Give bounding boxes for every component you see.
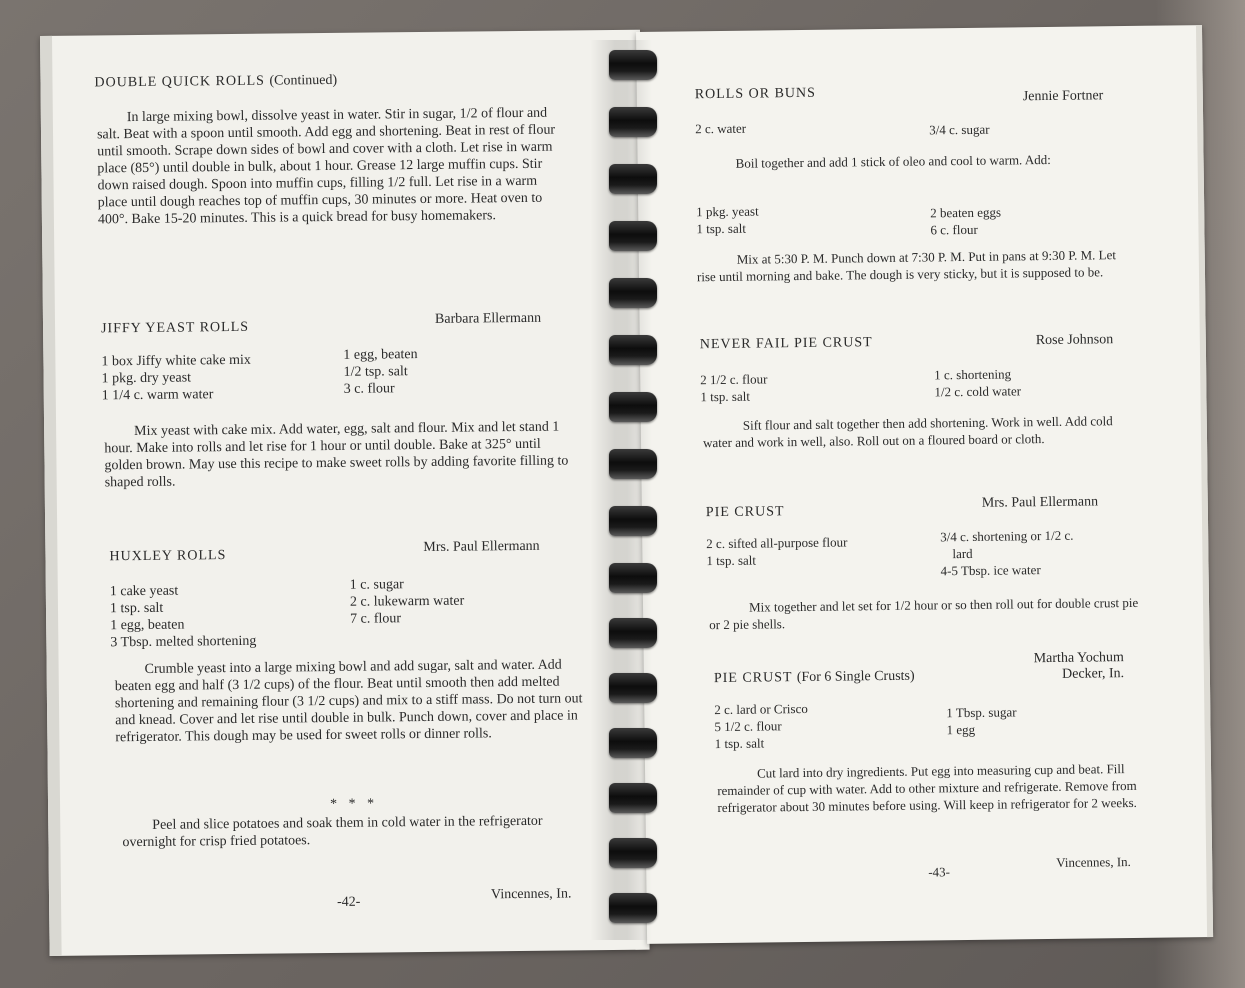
recipe-body-pie-crust: Mix together and let set for 1/2 hour or so then roll out for double crust pie or 2 pie shells.: [709, 594, 1139, 633]
recipe-body-jiffy: Mix yeast with cake mix. Add water, egg, salt and flour. Mix and let stand 1 hour. Make into rolls and let rise for 1 hour or until double. Bake at 325° until golden brown. May use this recipe to make sweet rolls by adding favorite filling to shaped rolls.: [104, 419, 569, 491]
binding-coil: [609, 335, 657, 365]
recipe-body-never-fail: Sift flour and salt together then add shortening. Work in well. Add cold water and work in well, also. Roll out on a floured board or cloth.: [702, 413, 1113, 451]
ingredients-col1-never-fail: 2 1/2 c. flour 1 tsp. salt: [700, 371, 768, 405]
binding-coil: [609, 449, 657, 479]
ingredients-col1-jiffy: 1 box Jiffy white cake mix 1 pkg. dry yeast 1 1/4 c. warm water: [101, 352, 251, 404]
recipe-body2-rolls-buns: Mix at 5:30 P. M. Punch down at 7:30 P. M. Put in pans at 9:30 P. M. Let rise until morning and bake. The dough is very sticky, but it is supposed to be.: [696, 247, 1117, 285]
ingredients-col2-huxley: 1 c. sugar 2 c. lukewarm water 7 c. flour: [349, 577, 465, 627]
recipe-body-huxley: Crumble yeast into a large mixing bowl and add sugar, salt and water. Add beaten egg and half (3 1/2 cups) of the flour. Beat until smooth then add melted shortening and remaining flour (3 1/2 cups) and mix to a stiff mass. Do not turn out and knead. Cover and let rise until double in bulk. Punch down, cover and place in refrigerator. This dough may be used for sweet rolls or dinner rolls.: [114, 657, 583, 746]
binding-coil: [609, 783, 657, 813]
ingredients-col2-never-fail: 1 c. shortening 1/2 c. cold water: [934, 366, 1022, 400]
binding-coil: [609, 164, 657, 194]
binding-coil: [609, 893, 657, 923]
binding-coil: [609, 107, 657, 137]
ingredient-water: 2 c. water: [695, 120, 747, 137]
binding-coil: [609, 838, 657, 868]
ingredients-col2-jiffy: 1 egg, beaten 1/2 tsp. salt 3 c. flour: [343, 347, 418, 397]
ingredients-col2-pie-crust: 3/4 c. shortening or 1/2 c. lard 4-5 Tbsp. ice water: [940, 527, 1074, 579]
recipe-title-rolls-buns: ROLLS OR BUNS: [694, 85, 816, 103]
recipe-author-jiffy: Barbara Ellermann: [434, 310, 542, 327]
ingredients-col2-rolls-buns: 2 beaten eggs 6 c. flour: [930, 204, 1002, 238]
page-number-right: -43-: [928, 864, 951, 880]
page-location-left: Vincennes, In.: [490, 886, 572, 903]
binding-coil: [609, 563, 657, 593]
ingredients-col1-huxley: 1 cake yeast 1 tsp. salt 1 egg, beaten 3 Tbsp. melted shortening: [109, 583, 257, 651]
recipe-author-pie-crust: Mrs. Paul Ellermann: [981, 494, 1099, 511]
binding-coil: [609, 506, 657, 536]
recipe-title-pie-crust-6: PIE CRUST (For 6 Single Crusts): [713, 668, 915, 687]
ingredients-col2-pie-crust-6: 1 Tbsp. sugar 1 egg: [946, 704, 1017, 738]
recipe-body1-rolls-buns: Boil together and add 1 stick of oleo and cool to warm. Add:: [735, 151, 1051, 171]
binding-coil: [609, 618, 657, 648]
recipe-title-double-quick: DOUBLE QUICK ROLLS (Continued): [94, 72, 338, 91]
binding-coil: [609, 728, 657, 758]
binding-coil: [609, 221, 657, 251]
binding-coil: [609, 50, 657, 80]
continued-label: (Continued): [269, 72, 338, 89]
page-right: [636, 25, 1213, 944]
recipe-author-huxley: Mrs. Paul Ellermann: [423, 538, 540, 556]
binding-coil: [609, 673, 657, 703]
page-number-left: -42-: [337, 894, 361, 910]
recipe-body-pie-crust-6: Cut lard into dry ingredients. Put egg into measuring cup and beat. Fill remainder of cup with water. Add to other mixture and refrigerate. Remove from refrigerator about 30 minutes before using. Will keep in refrigerator for 2 weeks.: [717, 761, 1137, 816]
recipe-title-never-fail: NEVER FAIL PIE CRUST: [699, 335, 873, 353]
recipe-title-huxley: HUXLEY ROLLS: [109, 548, 227, 565]
recipe-author-never-fail: Rose Johnson: [1035, 332, 1114, 349]
binding-coil: [609, 278, 657, 308]
kitchen-tip: Peel and slice potatoes and soak them in cold water in the refrigerator overnight for crisp fried potatoes.: [122, 813, 543, 851]
ingredients-col1-rolls-buns: 1 pkg. yeast 1 tsp. salt: [696, 203, 759, 237]
binding-coil: [609, 392, 657, 422]
recipe-author-pie-crust-6: Martha Yochum Decker, In.: [1033, 650, 1125, 682]
recipe-author-rolls-buns: Jennie Fortner: [1022, 88, 1104, 105]
section-separator: * * *: [329, 796, 379, 813]
page-left: [40, 30, 650, 956]
page-location-right: Vincennes, In.: [1056, 854, 1131, 870]
ingredient-sugar: 3/4 c. sugar: [929, 121, 990, 138]
ingredients-col1-pie-crust: 2 c. sifted all-purpose flour 1 tsp. salt: [706, 534, 848, 569]
recipe-title-jiffy: JIFFY YEAST ROLLS: [100, 319, 250, 337]
recipe-subtitle-pie-crust-6: (For 6 Single Crusts): [796, 668, 915, 686]
ingredients-col1-pie-crust-6: 2 c. lard or Crisco 5 1/2 c. flour 1 tsp. salt: [714, 700, 808, 752]
recipe-title-pie-crust: PIE CRUST: [705, 504, 785, 521]
recipe-body-double-quick: In large mixing bowl, dissolve yeast in water. Stir in sugar, 1/2 of flour and salt. Beat with a spoon until smooth. Add egg and shortening. Beat in rest of flour until smooth. Scrape down sides of bowl and cover with a cloth. Let rise in warm place (85°) until double in bulk, about 1 hour. Grease 12 large muffin cups. Stir down raised dough. Spoon into muffin cups, filling 1/2 full. Let rise in a warm place until dough reaches top of muffin cups, 30 minutes or more. Heat oven to 400°. Bake 15-20 minutes. This is a quick bread for busy homemakers.: [96, 105, 556, 228]
